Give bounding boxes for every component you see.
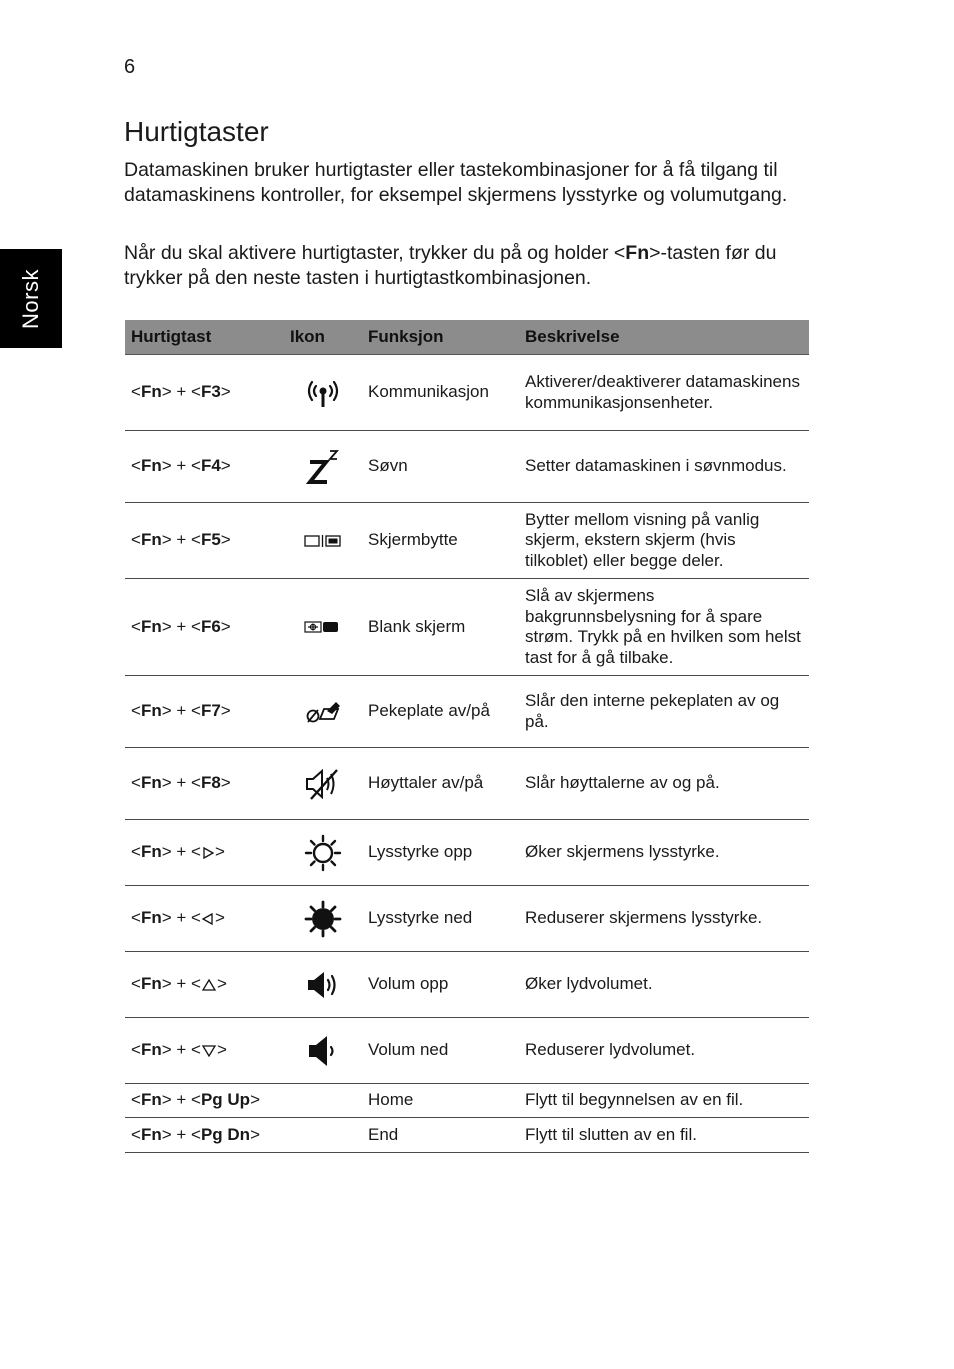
arrow-right-key-icon (201, 846, 215, 860)
description-cell: Setter datamaskinen i søvnmodus. (519, 431, 809, 503)
table-row (125, 503, 809, 579)
key-fn: Fn (140, 974, 162, 994)
hotkey-cell: <Fn> + < > (125, 1018, 284, 1084)
hotkey-cell: <Fn> + <F3> (125, 355, 284, 431)
table-row (125, 886, 809, 952)
volume-up-icon (303, 969, 343, 1001)
key-fn: Fn (140, 773, 162, 793)
function-cell: Volum opp (362, 952, 519, 1018)
arrow-down-key-icon (201, 1044, 217, 1058)
page-title: Hurtigtaster (124, 116, 269, 147)
key-fn: Fn (140, 530, 162, 550)
description-cell: Slår høyttalerne av og på. (519, 748, 809, 820)
key-fn: Fn (140, 616, 162, 636)
hotkey-cell: <Fn> + <Pg Up> (125, 1084, 284, 1118)
hotkey-table (125, 320, 809, 1153)
key-fn: Fn (140, 701, 162, 721)
function-cell: Blank skjerm (362, 579, 519, 676)
header-hotkey: Hurtigtast (125, 320, 284, 355)
table-header-row (125, 320, 809, 355)
key-f3: F3 (200, 382, 221, 402)
function-cell: End (362, 1118, 519, 1153)
brightness-down-icon (303, 899, 343, 939)
description-cell: Bytter mellom visning på vanlig skjerm, ekstern skjerm (hvis tilkoblet) eller begge deler. (519, 503, 809, 579)
function-cell: Lysstyrke opp (362, 820, 519, 886)
hotkey-cell: <Fn> + <F4> (125, 431, 284, 503)
key-pgdn: Pg Dn (200, 1124, 251, 1144)
table-row (125, 355, 809, 431)
table-row (125, 952, 809, 1018)
function-cell: Søvn (362, 431, 519, 503)
table-row (125, 1084, 809, 1118)
description-cell: Slå av skjermens bakgrunnsbelysning for å spare strøm. Trykk på en hvilken som helst tast for å gå tilbake. (519, 579, 809, 676)
language-label: Norsk (17, 268, 43, 329)
key-fn: Fn (140, 1124, 162, 1144)
key-fn: Fn (140, 908, 162, 928)
hotkey-cell: <Fn> + <Pg Dn> (125, 1118, 284, 1153)
key-fn: Fn (140, 842, 162, 862)
touchpad-toggle-icon (303, 699, 343, 725)
sleep-zz-icon (305, 448, 341, 486)
table-row (125, 1018, 809, 1084)
header-function: Funksjon (362, 320, 519, 355)
description-cell: Øker lydvolumet. (519, 952, 809, 1018)
header-icon: Ikon (284, 320, 362, 355)
speaker-toggle-icon (303, 767, 343, 801)
table-row (125, 748, 809, 820)
description-cell: Reduserer lydvolumet. (519, 1018, 809, 1084)
intro-text-after: >-tasten før du trykker på den neste tasten i hurtigtastkombinasjonen. (124, 242, 777, 289)
description-cell: Flytt til begynnelsen av en fil. (519, 1084, 809, 1118)
arrow-up-key-icon (201, 978, 217, 992)
table-row (125, 1118, 809, 1153)
blank-screen-icon (303, 619, 343, 635)
function-cell: Lysstyrke ned (362, 886, 519, 952)
description-cell: Reduserer skjermens lysstyrke. (519, 886, 809, 952)
hotkey-cell: <Fn> + <F6> (125, 579, 284, 676)
hotkey-cell: <Fn> + <F5> (125, 503, 284, 579)
intro-paragraph-2 (124, 241, 814, 291)
function-cell: Kommunikasjon (362, 355, 519, 431)
hotkey-cell: <Fn> + <F8> (125, 748, 284, 820)
display-toggle-icon (303, 533, 343, 549)
volume-down-icon (303, 1033, 343, 1069)
key-pgup: Pg Up (200, 1090, 251, 1110)
key-f6: F6 (200, 616, 221, 636)
function-cell: Volum ned (362, 1018, 519, 1084)
description-cell: Aktiverer/deaktiverer datamaskinens kommunikasjonsenheter. (519, 355, 809, 431)
header-description: Beskrivelse (519, 320, 809, 355)
function-cell: Høyttaler av/på (362, 748, 519, 820)
function-cell: Pekeplate av/på (362, 676, 519, 748)
function-cell: Home (362, 1084, 519, 1118)
intro-text-before: Når du skal aktivere hurtigtaster, trykker du på og holder < (124, 242, 626, 264)
arrow-left-key-icon (201, 912, 215, 926)
hotkey-cell: <Fn> + < > (125, 886, 284, 952)
table-row (125, 579, 809, 676)
intro-paragraph-1: Datamaskinen bruker hurtigtaster eller tastekombinasjoner for å få tilgang til datamaskinens kontroller, for eksempel skjermens lysstyrke og volumutgang. (124, 159, 788, 206)
hotkey-cell: <Fn> + <F7> (125, 676, 284, 748)
table-row (125, 431, 809, 503)
key-fn: Fn (140, 456, 162, 476)
hotkey-cell: <Fn> + < > (125, 820, 284, 886)
key-fn: Fn (140, 1040, 162, 1060)
key-fn: Fn (140, 1090, 162, 1110)
page-number: 6 (124, 56, 136, 78)
table-row (125, 820, 809, 886)
key-fn: Fn (140, 382, 162, 402)
key-f8: F8 (200, 773, 221, 793)
wireless-communication-icon (303, 377, 343, 409)
description-cell: Flytt til slutten av en fil. (519, 1118, 809, 1153)
table-row (125, 676, 809, 748)
intro-fn-key: Fn (625, 242, 650, 264)
key-f4: F4 (200, 456, 221, 476)
key-f5: F5 (200, 530, 221, 550)
language-side-tab (0, 249, 62, 348)
description-cell: Slår den interne pekeplaten av og på. (519, 676, 809, 748)
description-cell: Øker skjermens lysstyrke. (519, 820, 809, 886)
function-cell: Skjermbytte (362, 503, 519, 579)
key-f7: F7 (200, 701, 221, 721)
brightness-up-icon (303, 833, 343, 873)
hotkey-cell: <Fn> + < > (125, 952, 284, 1018)
